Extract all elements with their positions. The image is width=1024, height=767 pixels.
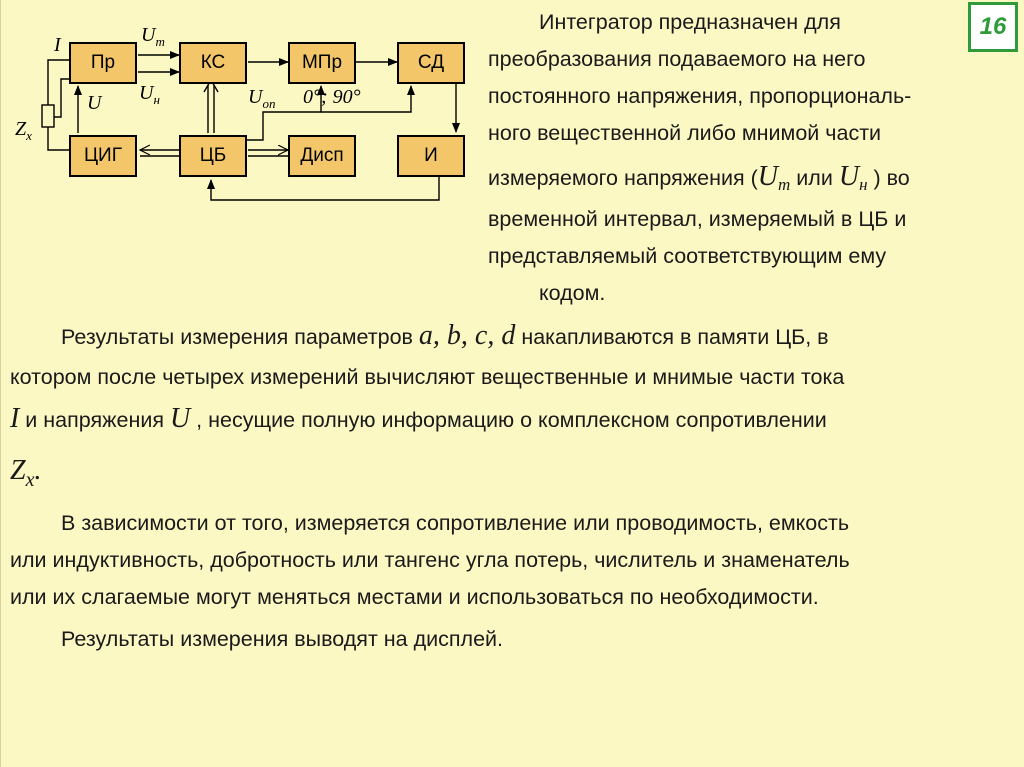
label-current: I: [54, 34, 61, 56]
p1-un: U: [838, 161, 860, 192]
p1-line8: кодом.: [539, 281, 606, 305]
p1-line5-c: ) во: [867, 166, 910, 190]
label-um-sub: m: [155, 34, 165, 49]
p1-line5: [488, 158, 910, 205]
p3-line1: В зависимости от того, измеряется сопротивление или проводимость, емкость: [61, 511, 850, 535]
p2-line1: [61, 317, 829, 357]
zx-current-path: [48, 60, 69, 105]
p2-i: I: [10, 403, 20, 434]
p2-z: Z: [10, 455, 26, 486]
p1-um-sub: m: [778, 175, 791, 194]
block-mpr: МПр: [288, 42, 356, 84]
block-sd: СД: [397, 42, 465, 84]
p1-line5-a: измеряемого напряжения (: [488, 166, 758, 190]
label-un: [139, 82, 160, 108]
label-uop-base: U: [248, 86, 263, 108]
p2-params: a, b, c, d: [418, 320, 516, 351]
p2-line3-b: , несущие полную информацию о комплексном сопротивлении: [190, 408, 827, 432]
block-i: И: [397, 135, 465, 177]
p1-line2: преобразования подаваемого на него: [488, 47, 866, 71]
page-number: 16: [979, 13, 1007, 40]
label-voltage: U: [87, 92, 102, 114]
block-cig: ЦИГ: [69, 135, 137, 177]
link-i-cb: [211, 177, 439, 200]
block-diagram: [1, 0, 491, 215]
p2-line3-a: и напряжения: [19, 408, 170, 432]
p1-line1: Интегратор предназначен для: [539, 10, 841, 34]
p2-line3: [10, 400, 827, 440]
p2-line1-b: накапливаются в памяти ЦБ, в: [515, 325, 829, 349]
block-cb: ЦБ: [179, 135, 247, 177]
diagram-connections: [1, 0, 491, 215]
p1-um: U: [757, 161, 779, 192]
zx-resistor: [42, 105, 54, 127]
p2-z-sub: x: [25, 469, 35, 491]
p2-u: U: [169, 403, 191, 434]
p3-line2: или индуктивность, добротность или тангенс угла потерь, числитель и знаменатель: [10, 548, 850, 572]
p2-line2: котором после четырех измерений вычисляют вещественные и мнимые части тока: [10, 365, 845, 389]
label-zx-sub: x: [26, 128, 32, 143]
label-um: [141, 24, 165, 50]
label-phase: 0°; 90°: [303, 86, 361, 108]
p1-line6: временной интервал, измеряемый в ЦБ и: [488, 207, 907, 231]
block-pr: Пр: [69, 42, 137, 84]
p1-line4: ного вещественной либо мнимой части: [488, 121, 882, 145]
label-zx-base: Z: [15, 118, 27, 140]
p1-line5-b: или: [790, 166, 839, 190]
page-number-badge: [968, 2, 1018, 52]
label-um-base: U: [141, 24, 156, 46]
label-zx: [15, 118, 32, 144]
p2-line4: [10, 452, 41, 500]
label-uop: [248, 86, 275, 112]
p4-line1: Результаты измерения выводят на дисплей.: [61, 627, 504, 651]
p1-un-sub: н: [859, 175, 868, 194]
label-un-sub: н: [153, 92, 160, 107]
link-cb-sd: [376, 86, 411, 112]
block-ks: КС: [179, 42, 247, 84]
p2-dot: .: [34, 455, 42, 486]
p1-line7: представляемый соответствующим ему: [488, 244, 887, 268]
p1-line3: постоянного напряжения, пропорциональ-: [488, 84, 912, 108]
label-un-base: U: [139, 82, 154, 104]
p2-line1-a: Результаты измерения параметров: [61, 325, 419, 349]
block-disp: Дисп: [288, 135, 356, 177]
p3-line3: или их слагаемые могут меняться местами и использоваться по необходимости.: [10, 585, 819, 609]
label-uop-sub: оп: [262, 96, 276, 111]
